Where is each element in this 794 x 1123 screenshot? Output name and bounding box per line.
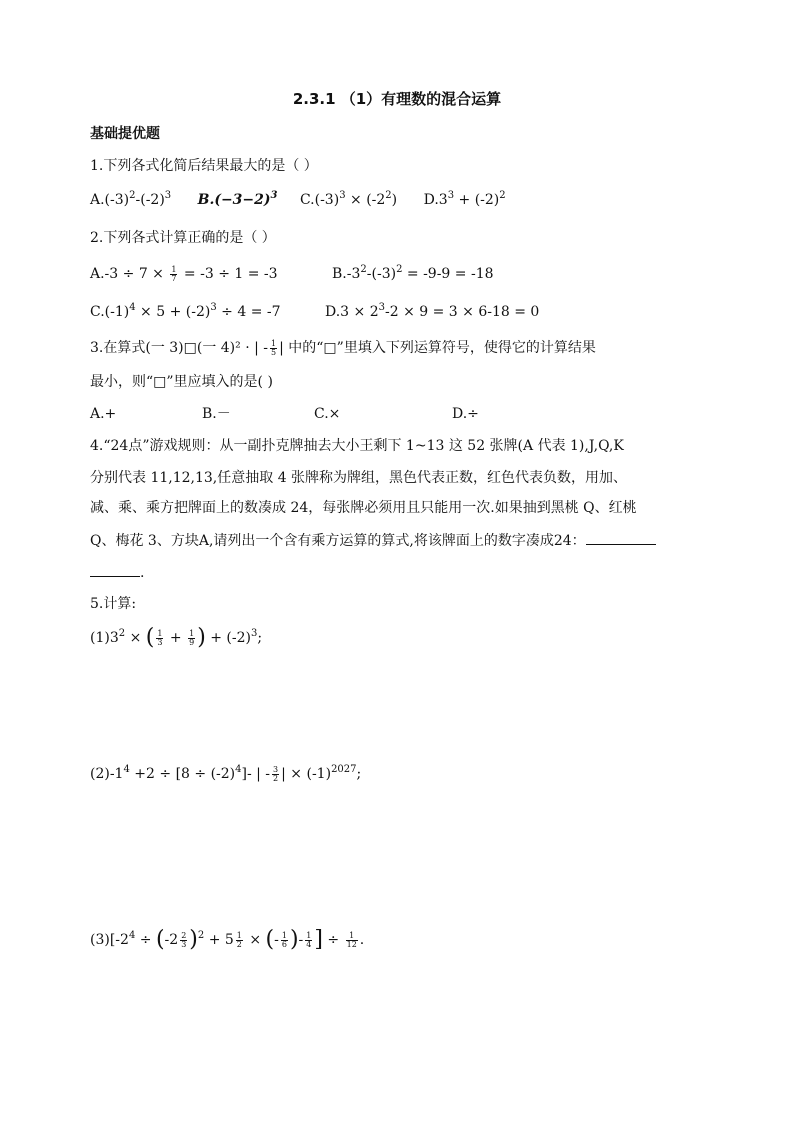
q3-option-a: A.+ — [90, 406, 117, 422]
q1-option-b: $B.(-3-2)^3$ — [197, 190, 278, 208]
q2-option-b: $B.-3^2-(-3)^2 = -9-9 = -18$ — [332, 264, 494, 282]
q5-part-1: $(1)3^2$ × ( $\frac{1}{3}$ + $\frac{1}{9}$ ) + $(-2)^3$; — [90, 625, 263, 650]
question-4-line-2: 分别代表 11,12,13,任意抽取 4 张牌称为牌组，黑色代表正数，红色代表负数，用加、 — [90, 470, 628, 486]
question-3-options — [90, 404, 479, 424]
section-heading: 基础提优题 — [90, 126, 160, 142]
q3-option-d: D.÷ — [452, 406, 479, 422]
question-4-line-3: 减、乘、乘方把牌面上的数凑成 24，每张牌必须用且只能用一次.如果抽到黑桃 Q、红桃 — [90, 500, 637, 516]
question-1-stem: 1.下列各式化简后结果最大的是（ ） — [90, 158, 318, 174]
question-4-line-5: . — [90, 562, 144, 583]
question-3-line-1: 3.在算式(一 3)□(一 4)² · | - $\frac{1}{5}$ | 中的“□”里填入下列运算符号，使得它的计算结果 — [90, 338, 596, 357]
q3-option-b: B.－ — [202, 406, 231, 422]
q5-part-3: $(3)[-2^4$ ÷ ( -2 $\frac{2}{3}$ )$^2$ + 5 $\frac{1}{2}$ × (- $\frac{1}{6}$ )- $\frac{1}{4}$ ] ÷ $\frac{1}{12}$ . — [90, 927, 365, 952]
question-3-line-2: 最小，则“□”里应填入的是( ) — [90, 374, 273, 390]
q3-option-c: C.× — [314, 406, 341, 422]
question-4-line-1: 4.“24点”游戏规则：从一副扑克牌抽去大小王剩下 1~13 这 52 张牌(A 代表 1),J,Q,K — [90, 438, 624, 454]
question-2-options-ab — [90, 264, 494, 286]
q1-option-d: $D.3^3 + (-2)^2$ — [423, 190, 506, 208]
q2-option-d: $D.3 \times 2^3-2 \times 9 = 3 \times 6-18 = 0$ — [324, 302, 540, 320]
question-2-options-cd — [90, 302, 539, 324]
question-2-stem: 2.下列各式计算正确的是（ ） — [90, 230, 276, 246]
answer-blank-continued[interactable] — [90, 562, 140, 577]
question-5-stem: 5.计算: — [90, 596, 137, 612]
q2-option-a: A.-3 ÷ 7 × $\frac{1}{7}$ = -3 ÷ 1 = -3 — [90, 264, 278, 283]
q1-option-c: $C.(-3)^3 \times (-2^2)$ — [299, 190, 398, 208]
page-title: 2.3.1 （1）有理数的混合运算 — [292, 90, 502, 108]
question-1-options — [90, 190, 506, 212]
q5-part-2: $(2)-1^4 +2 \div [8 \div (-2)^4]-$ | - $\frac{3}{2}$ | × $(-1)^{2027}$; — [90, 764, 362, 783]
answer-blank[interactable] — [586, 530, 656, 545]
question-4-line-4: Q、梅花 3、方块A,请列出一个含有乘方运算的算式,将该牌面上的数字凑成24： — [90, 530, 656, 551]
q1-option-a: $A.(-3)^2-(-2)^3$ — [90, 190, 172, 208]
q2-option-c: $C.(-1)^4 \times 5 + (-2)^3 \div 4 = -7$ — [90, 302, 281, 320]
